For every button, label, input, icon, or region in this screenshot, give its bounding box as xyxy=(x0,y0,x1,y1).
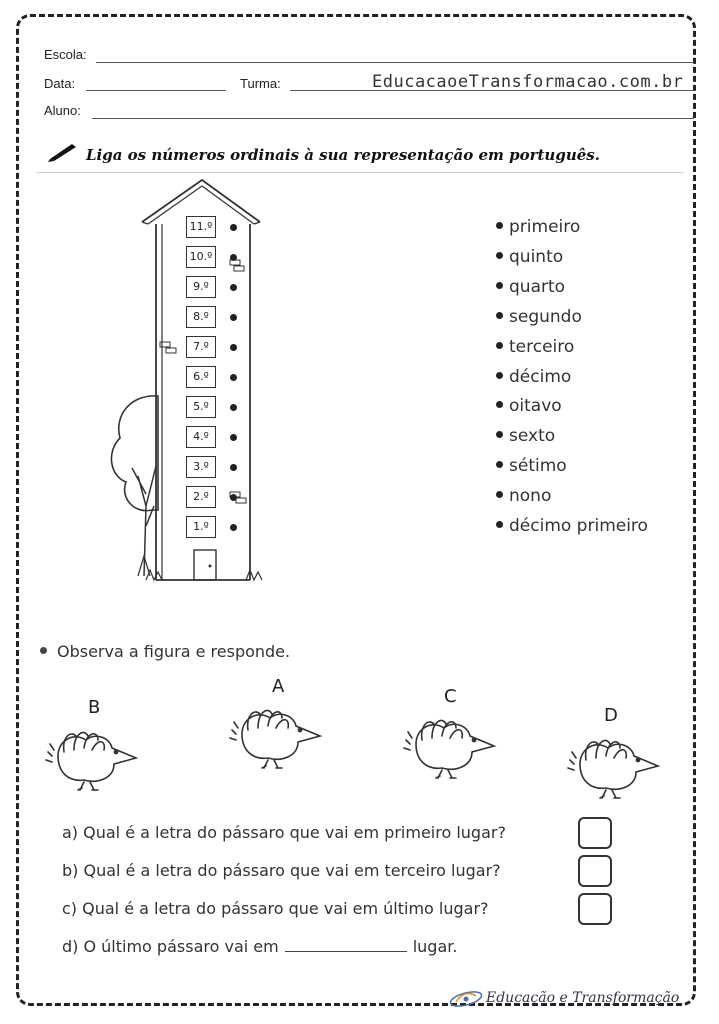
ordinal-word-item[interactable] xyxy=(496,456,567,476)
floor-connect-dot[interactable] xyxy=(230,254,237,261)
ordinal-word: quarto xyxy=(509,277,566,297)
question-c: c) Qual é a letra do pássaro que vai em último lugar? xyxy=(62,899,489,918)
word-connect-dot[interactable] xyxy=(496,461,503,468)
ordinal-word-item[interactable] xyxy=(496,277,565,297)
data-label: Data: xyxy=(44,76,76,91)
bird-label-b: B xyxy=(88,697,101,718)
question-d xyxy=(62,937,457,956)
floor-label: 5.º xyxy=(186,396,216,418)
floor-label: 8.º xyxy=(186,306,216,328)
word-connect-dot[interactable] xyxy=(496,521,503,528)
floor-connect-dot[interactable] xyxy=(230,314,237,321)
floor-label: 2.º xyxy=(186,486,216,508)
floor-connect-dot[interactable] xyxy=(230,374,237,381)
floor-connect-dot[interactable] xyxy=(230,434,237,441)
floor-connect-dot[interactable] xyxy=(230,344,237,351)
ordinal-word-item[interactable] xyxy=(496,426,555,446)
bird-c-icon xyxy=(402,710,502,786)
ordinal-word-item[interactable] xyxy=(496,217,580,237)
question-a: a) Qual é a letra do pássaro que vai em primeiro lugar? xyxy=(62,823,506,842)
question-b: b) Qual é a letra do pássaro que vai em terceiro lugar? xyxy=(62,861,501,880)
bird-label-d: D xyxy=(604,705,618,726)
word-connect-dot[interactable] xyxy=(496,431,503,438)
floor-connect-dot[interactable] xyxy=(230,494,237,501)
bird-label-a: A xyxy=(272,676,285,697)
floor-connect-dot[interactable] xyxy=(230,464,237,471)
ordinal-word: décimo primeiro xyxy=(509,516,648,536)
floor-connect-dot[interactable] xyxy=(230,224,237,231)
ordinal-word-item[interactable] xyxy=(496,367,571,387)
answer-blank-d[interactable] xyxy=(285,951,407,952)
floor-label: 1.º xyxy=(186,516,216,538)
word-connect-dot[interactable] xyxy=(496,282,503,289)
ordinal-word: terceiro xyxy=(509,337,575,357)
answer-box-a[interactable] xyxy=(578,817,612,849)
question-d-start: d) O último pássaro vai em xyxy=(62,937,279,956)
aluno-field[interactable] xyxy=(92,118,694,119)
word-connect-dot[interactable] xyxy=(496,252,503,259)
word-connect-dot[interactable] xyxy=(496,491,503,498)
turma-label: Turma: xyxy=(240,76,281,91)
floor-connect-dot[interactable] xyxy=(230,404,237,411)
word-connect-dot[interactable] xyxy=(496,372,503,379)
bird-d-icon xyxy=(566,730,666,806)
ordinal-word: segundo xyxy=(509,307,582,327)
aluno-label: Aluno: xyxy=(44,103,81,118)
floor-label: 11.º xyxy=(186,216,216,238)
word-connect-dot[interactable] xyxy=(496,312,503,319)
floor-label: 3.º xyxy=(186,456,216,478)
floor-label: 9.º xyxy=(186,276,216,298)
floor-label: 7.º xyxy=(186,336,216,358)
title-divider xyxy=(36,172,684,173)
floor-label: 6.º xyxy=(186,366,216,388)
ordinal-word: décimo xyxy=(509,367,572,387)
ordinal-word: oitavo xyxy=(509,396,562,416)
bullet-icon xyxy=(40,647,47,654)
exercise-title: Liga os números ordinais à sua representação em português. xyxy=(86,146,600,164)
word-connect-dot[interactable] xyxy=(496,342,503,349)
ordinal-word: quinto xyxy=(509,247,564,267)
footer-brand: Educação e Transformação xyxy=(486,990,680,1006)
logo-icon xyxy=(448,988,484,1010)
floor-connect-dot[interactable] xyxy=(230,524,237,531)
bird-b-icon xyxy=(44,722,144,798)
exercise2-instruction xyxy=(40,642,290,661)
escola-field[interactable] xyxy=(96,62,694,63)
floor-label: 10.º xyxy=(186,246,216,268)
word-connect-dot[interactable] xyxy=(496,222,503,229)
pencil-icon xyxy=(46,143,78,163)
ordinal-word: sexto xyxy=(509,426,556,446)
ordinal-word-item[interactable] xyxy=(496,247,563,267)
bird-label-c: C xyxy=(444,686,457,707)
ordinal-word-item[interactable] xyxy=(496,307,582,327)
ordinal-word-item[interactable] xyxy=(496,396,562,416)
ordinal-word-item[interactable] xyxy=(496,486,551,506)
site-watermark: EducacaoeTransformacao.com.br xyxy=(372,72,684,92)
bird-a-icon xyxy=(228,700,328,776)
floor-connect-dot[interactable] xyxy=(230,284,237,291)
floor-label: 4.º xyxy=(186,426,216,448)
escola-label: Escola: xyxy=(44,47,87,62)
word-connect-dot[interactable] xyxy=(496,401,503,408)
ordinal-word: primeiro xyxy=(509,217,581,237)
ordinal-word: sétimo xyxy=(509,456,567,476)
ordinal-word: nono xyxy=(509,486,552,506)
data-field[interactable] xyxy=(86,90,226,91)
instruction-text: Observa a figura e responde. xyxy=(57,642,291,661)
ordinal-word-item[interactable] xyxy=(496,337,574,357)
question-d-end: lugar. xyxy=(412,937,458,956)
ordinal-word-item[interactable] xyxy=(496,516,648,536)
answer-box-b[interactable] xyxy=(578,855,612,887)
answer-box-c[interactable] xyxy=(578,893,612,925)
